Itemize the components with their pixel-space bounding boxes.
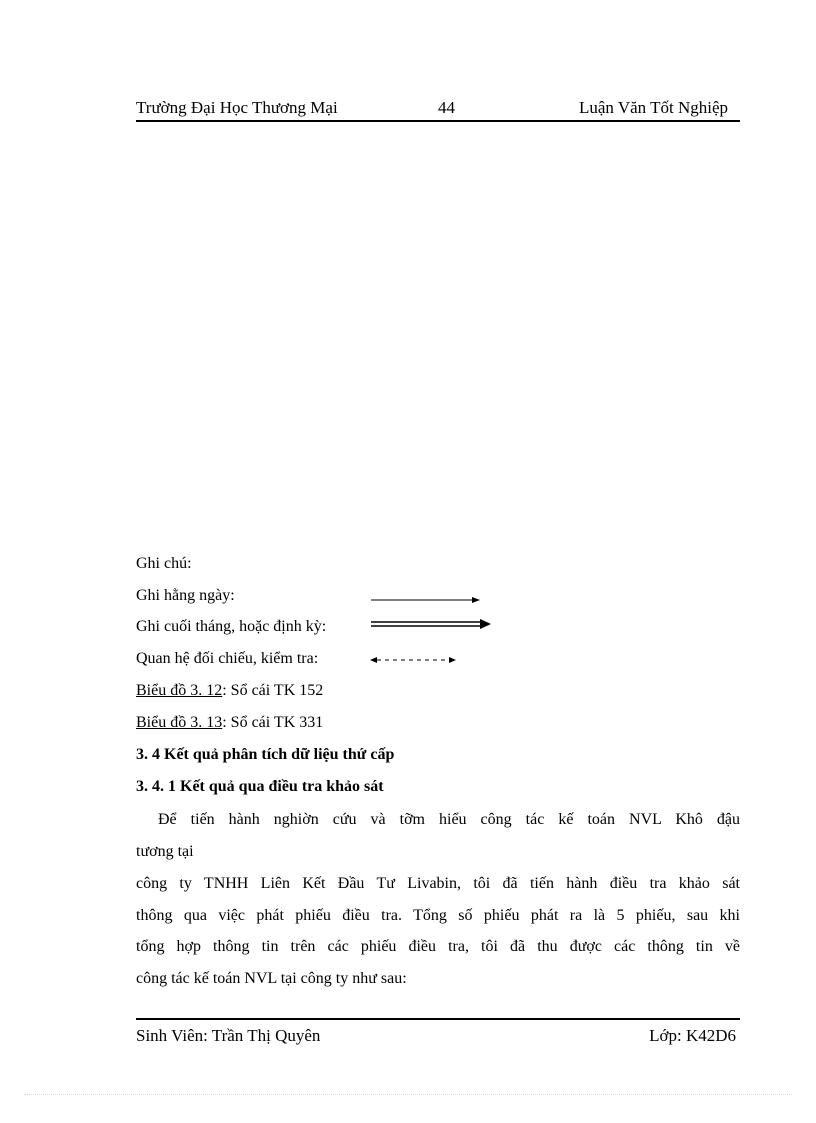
header-page-number: 44: [438, 98, 455, 117]
legend-periodic-label: Ghi cuối tháng, hoặc định kỳ:: [136, 618, 327, 635]
paragraph-line-5: tổng hợp thông tin trên các phiếu điều tra, tôi đã thu được các thông tin về: [136, 938, 740, 955]
figure-text-13: : Sổ cái TK 331: [222, 714, 324, 731]
legend-title: Ghi chú:: [136, 555, 192, 572]
paragraph-line-6: công tác kế toán NVL tại công ty như sau:: [136, 970, 407, 987]
figure-caption-13: [136, 713, 323, 733]
figure-text-12: : Sổ cái TK 152: [222, 682, 324, 699]
footer-student: Sinh Viên: Trần Thị Quyên: [136, 1026, 321, 1045]
paragraph-line-4: thông qua việc phát phiếu điều tra. Tổng số phiếu phát ra là 5 phiếu, sau khi: [136, 907, 740, 924]
double-arrow-icon: [370, 617, 494, 631]
paragraph-line-3: công ty TNHH Liên Kết Đầu Tư Livabin, tôi đã tiến hành điều tra khảo sát: [136, 875, 740, 892]
single-arrow-icon: [370, 594, 482, 606]
subsection-heading: 3. 4. 1 Kết quả qua điều tra khảo sát: [136, 778, 384, 795]
figure-label-13: Biểu đồ 3. 13: [136, 714, 223, 731]
header-school: Trường Đại Học Thương Mại: [136, 98, 338, 117]
figure-label-12: Biểu đồ 3. 12: [136, 682, 223, 699]
dashed-double-arrow-icon: [368, 654, 460, 666]
paragraph-line-1: Để tiến hành nghiờn cứu và tỡm hiểu công tác kế toán NVL Khô đậu: [158, 811, 740, 828]
page-bottom-divider: [24, 1094, 792, 1095]
figure-caption-12: [136, 681, 323, 701]
page-header: [136, 96, 740, 122]
header-thesis-title: Luận Văn Tốt Nghiệp: [578, 98, 728, 117]
footer-class: Lớp: K42D6: [649, 1026, 736, 1045]
page-footer: [136, 1018, 740, 1050]
legend-daily-label: Ghi hằng ngày:: [136, 587, 235, 604]
legend-reconcile-label: Quan hệ đối chiếu, kiểm tra:: [136, 650, 319, 667]
paragraph-line-2: tương tại: [136, 843, 194, 860]
section-heading: 3. 4 Kết quả phân tích dữ liệu thứ cấp: [136, 746, 395, 763]
